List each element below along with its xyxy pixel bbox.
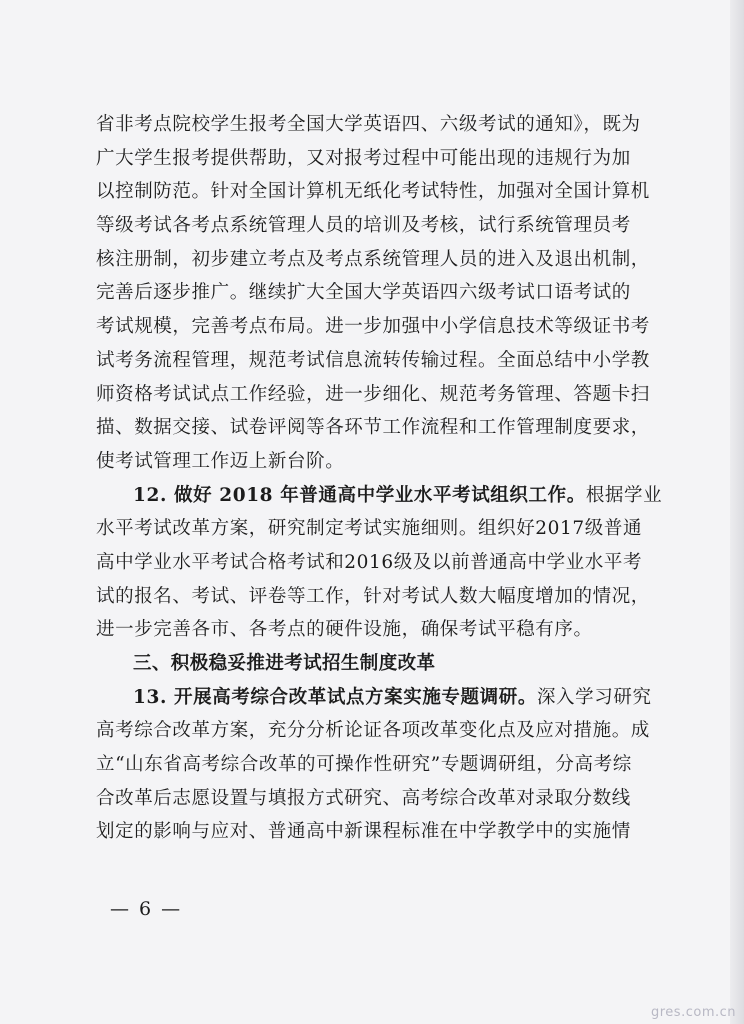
body-line: 省非考点院校学生报考全国大学英语四、六级考试的通知》，既为 xyxy=(96,114,641,135)
body-line: 使考试管理工作迈上新台阶。 xyxy=(96,450,345,472)
item-13-line: 立“山东省高考综合改革的可操作性研究”专题调研组，分高考综 xyxy=(96,754,632,776)
scan-edge-shadow xyxy=(730,0,744,1024)
body-line: 完善后逐步推广。继续扩大全国大学英语四六级考试口语考试的 xyxy=(96,282,631,304)
page-number: — 6 — xyxy=(110,898,183,920)
item-12-line: 进一步完善各市、各考点的硬件设施，确保考试平稳有序。 xyxy=(96,619,593,641)
body-line: 广大学生报考提供帮助，又对报考过程中可能出现的违规行为加 xyxy=(96,147,631,169)
item-13-first-line xyxy=(96,681,666,715)
body-line: 核注册制，初步建立考点及考点系统管理人员的进入及退出机制， xyxy=(96,248,650,270)
item-12-line: 水平考试改革方案，研究制定考试实施细则。组织好2017级普通 xyxy=(96,518,643,540)
item-12-line: 高中学业水平考试合格考试和2016级及以前普通高中学业水平考 xyxy=(96,551,643,573)
item-12-line: 试的报名、考试、评卷等工作，针对考试人数大幅度增加的情况， xyxy=(96,585,650,607)
body-line: 师资格考试试点工作经验，进一步细化、规范考务管理、答题卡扫 xyxy=(96,383,650,405)
body-line: 试考务流程管理，规范考试信息流转传输过程。全面总结中小学教 xyxy=(96,349,650,371)
watermark: gres.com.cn xyxy=(651,1005,736,1020)
item-12-title: 12. 做好 2018 年普通高中学业水平考试组织工作。 xyxy=(133,484,586,506)
item-13-line: 合改革后志愿设置与填报方式研究、高考综合改革对录取分数线 xyxy=(96,787,631,809)
body-line: 等级考试各考点系统管理人员的培训及考核，试行系统管理员考 xyxy=(96,215,631,237)
body-line: 以控制防范。针对全国计算机无纸化考试特性，加强对全国计算机 xyxy=(96,181,650,203)
body-line: 描、数据交接、试卷评阅等各环节工作流程和工作管理制度要求， xyxy=(96,417,650,439)
section-3-heading: 三、积极稳妥推进考试招生制度改革 xyxy=(133,653,436,674)
item-13-title: 13. 开展高考综合改革试点方案实施专题调研。 xyxy=(133,686,537,708)
document-body xyxy=(96,108,666,849)
item-13-line: 高考综合改革方案，充分分析论证各项改革变化点及应对措施。成 xyxy=(96,720,650,742)
item-13-first-rest: 深入学习研究 xyxy=(536,686,652,708)
item-12-first-rest: 根据学业 xyxy=(585,484,663,506)
item-13-line: 划定的影响与应对、普通高中新课程标准在中学教学中的实施情 xyxy=(96,821,631,843)
body-line: 考试规模，完善考点布局。进一步加强中小学信息技术等级证书考 xyxy=(96,316,650,338)
item-12-first-line xyxy=(96,479,666,513)
